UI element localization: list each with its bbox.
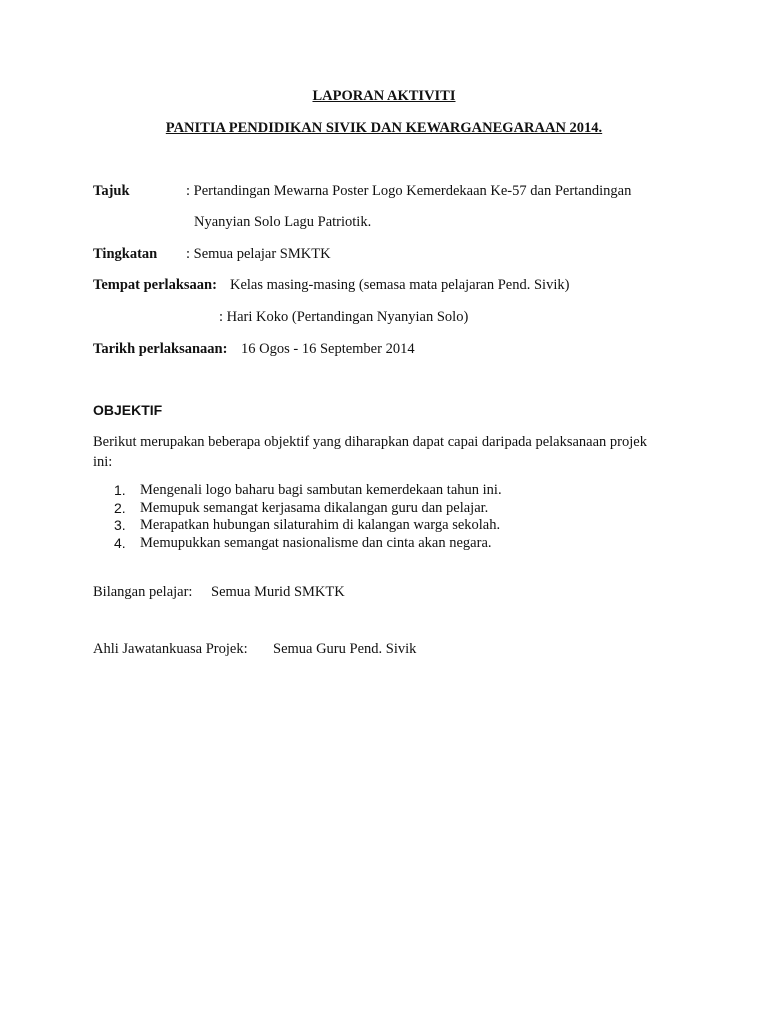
tajuk-label: Tajuk — [93, 183, 130, 199]
tingkatan-value: : Semua pelajar SMKTK — [186, 246, 331, 262]
list-item: Merapatkan hubungan silaturahim di kalangan warga sekolah. — [140, 517, 501, 533]
tajuk-value-line1: : Pertandingan Mewarna Poster Logo Kemerdekaan Ke-57 dan Pertandingan — [186, 183, 632, 199]
list-item: Memupukkan semangat nasionalisme dan cinta akan negara. — [140, 534, 492, 551]
ahli-label: Ahli Jawatankuasa Projek: — [93, 641, 248, 657]
objektif-list — [93, 482, 502, 552]
bilangan-value: Semua Murid SMKTK — [211, 584, 345, 600]
list-item: Mengenali logo baharu bagi sambutan kemerdekaan tahun ini. — [140, 482, 502, 498]
report-subtitle: PANITIA PENDIDIKAN SIVIK DAN KEWARGANEGARAAN 2014. — [165, 120, 603, 136]
list-item: Memupuk semangat kerjasama dikalangan guru dan pelajar. — [140, 499, 489, 516]
tempat-value-line2: : Hari Koko (Pertandingan Nyanyian Solo) — [219, 309, 469, 325]
tarikh-value: 16 Ogos - 16 September 2014 — [241, 341, 415, 357]
tarikh-label: Tarikh perlaksanaan: — [93, 341, 228, 357]
tempat-label: Tempat perlaksaan: — [93, 277, 217, 293]
tempat-value-line1: Kelas masing-masing (semasa mata pelajaran Pend. Sivik) — [230, 277, 570, 293]
ahli-value: Semua Guru Pend. Sivik — [273, 641, 417, 657]
tajuk-value-line2: Nyanyian Solo Lagu Patriotik. — [194, 214, 372, 230]
bilangan-label: Bilangan pelajar: — [93, 584, 193, 600]
report-title: LAPORAN AKTIVITI — [312, 88, 456, 104]
tingkatan-label: Tingkatan — [93, 246, 158, 262]
objektif-intro: Berikut merupakan beberapa objektif yang diharapkan dapat capai daripada pelaksanaan projek ini: — [93, 434, 647, 470]
objektif-heading: OBJEKTIF — [93, 402, 163, 418]
